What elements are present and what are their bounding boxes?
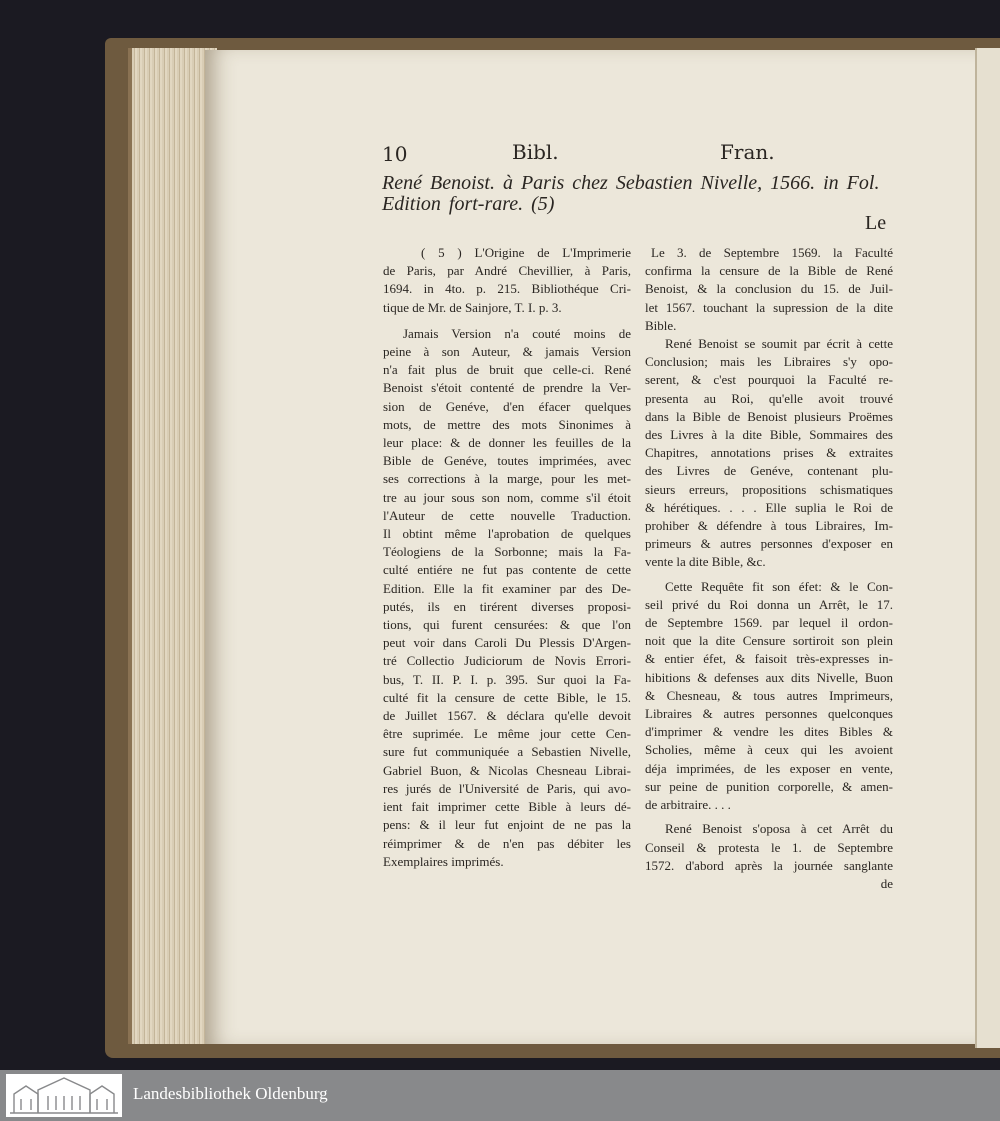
right-column-line: de Septembre 1569. par lequel il ordon- (645, 615, 893, 631)
left-column-line: putés, ils en tirérent diverses proposi- (383, 598, 631, 614)
left-column-line: Bible de Genéve, toutes imprimées, avec (383, 453, 631, 469)
left-column-line: Téologiens de la Sorbonne; mais la Fa- (383, 544, 631, 560)
left-column-line: peine à son Auteur, & jamais Version (383, 344, 631, 360)
title-line-2: Edition fort-rare. (5) (382, 193, 555, 215)
left-column-line: leur place: & de donner les feuilles de la (383, 435, 631, 451)
right-column-line: Chapitres, annotations prises & extraites (645, 445, 893, 461)
right-column-line: Le 3. de Septembre 1569. la Faculté (651, 245, 893, 260)
left-column-line: 1694. in 4to. p. 215. Bibliothéque Cri- (383, 281, 631, 297)
left-column-line: tré Collectio Judiciorum de Novis Errori- (383, 653, 631, 669)
right-column-line: Cette Requête fit son éfet: & le Con- (665, 578, 893, 594)
right-column-line: sur peine de punition corporelle, & amen- (645, 778, 893, 794)
left-column-line: Exemplaires imprimés. (383, 853, 504, 869)
left-column-line: ses corrections à la marge, pour les met- (383, 471, 631, 487)
page-edges (128, 48, 217, 1044)
left-column-line: Benoist s'étoit contenté de prendre la Ver- (383, 380, 631, 396)
right-column-line: Scholies, même à ceux qui les avoient (645, 742, 893, 758)
left-column-line: peut voir dans Caroli Du Plessis D'Argen- (383, 635, 631, 651)
right-column-line: de arbitraire. . . . (645, 797, 731, 813)
right-column-line: Libraires & autres personnes quelconques (645, 706, 893, 722)
left-column-line: tre au jour sous son nom, comme s'il étoit (383, 489, 631, 505)
book-page (205, 50, 975, 1044)
left-column-line: Il obtint même l'aprobation de quelques (383, 526, 631, 542)
library-building-icon (6, 1074, 122, 1117)
right-column-line: Conseil & protesta le 1. de Septembre (645, 839, 893, 855)
left-column-line: ient fait imprimer cette Bible à leurs dé- (383, 799, 631, 815)
running-header-right: Fran. (720, 140, 775, 164)
left-column-line: Jamais Version n'a couté moins de (403, 325, 631, 341)
right-column-line: sieurs erreurs, propositions schismatiques (645, 481, 893, 497)
left-column-line: de Juillet 1567. & déclara qu'elle devoit (383, 708, 631, 724)
right-column-line: let 1567. touchant la supression de la dite (645, 299, 893, 315)
left-column-line: ( 5 ) L'Origine de L'Imprimerie (421, 245, 631, 260)
right-column-line: René Benoist s'oposa à cet Arrêt du (665, 821, 893, 837)
right-column-line: 1572. d'abord après la journée sanglante (645, 857, 893, 873)
left-column-line: res jurés de l'Université de Paris, qui avo- (383, 780, 631, 796)
right-column-line: seil privé du Roi donna un Arrêt, le 17. (645, 596, 893, 612)
running-header-center: Bibl. (512, 140, 559, 164)
right-column-line: & hérétiques. . . . Elle suplia le Roi de (645, 499, 893, 515)
right-column-line: des Livres de Genéve, contenant plu- (645, 463, 893, 479)
right-column-line: déja imprimées, de les exposer en vente, (645, 760, 893, 776)
right-column-line: Bible. (645, 317, 677, 333)
left-column-line: culté fit la censure de cette Bible, le 15. (383, 689, 631, 705)
left-column-line: être suprimée. Le même jour cette Cen- (383, 726, 631, 742)
left-column-line: n'a fait plus de bruit que celle-ci. René (383, 362, 631, 378)
right-column-line: presenta au Roi, qu'elle avoit trouvé (645, 390, 893, 406)
right-column-line: de (880, 875, 893, 891)
left-column-line: mots, de mettre des mots Sinonimes à (383, 416, 631, 432)
right-column-line: d'imprimer & vendre les dites Bibles & (645, 724, 893, 740)
right-column-line: confirma la censure de la Bible de René (645, 263, 893, 279)
left-column-line: réimprimer & de n'en pas débiter les (383, 835, 631, 851)
right-column (645, 244, 893, 893)
left-column-line: sure fut communiquée a Sebastien Nivelle, (383, 744, 631, 760)
left-column-line: culté entiére ne fut pas contente de cette (383, 562, 631, 578)
left-column-line: l'Auteur de cette nouvelle Traduction. (383, 507, 631, 523)
right-column-line: & Chesneau, & tous autres Imprimeurs, (645, 687, 893, 703)
right-column-line: dans la Bible de Benoist plusieurs Proëmes (645, 408, 893, 424)
right-column-line: primeurs & autres personnes d'exposer en (645, 536, 893, 552)
left-column-line: pens: & il leur fut enjoint de ne pas la (383, 817, 631, 833)
right-column-line: des Livres à la dite Bible, Sommaires des (645, 427, 893, 443)
library-name: Landesbibliothek Oldenburg (133, 1084, 328, 1103)
footer-bar (0, 1070, 1000, 1121)
left-column-line: sion de Genéve, d'en éfacer quelques (383, 398, 631, 414)
right-column-line: vente la dite Bible, &c. (645, 554, 766, 570)
catchword-top: Le (865, 212, 887, 234)
right-column-line: René Benoist se soumit par écrit à cette (665, 336, 893, 352)
right-column-line: Conclusion; mais les Libraires s'y opo- (645, 354, 893, 370)
title-line-1: René Benoist. à Paris chez Sebastien Nivelle, 1566. in Fol. (382, 172, 880, 194)
left-column (383, 244, 631, 871)
left-column-line: Gabriel Buon, & Nicolas Chesneau Librai- (383, 762, 631, 778)
left-column-line: tique de Mr. de Sainjore, T. I. p. 3. (383, 299, 562, 315)
left-column-line: Edition. Elle la fit examiner par des De- (383, 580, 631, 596)
page-number: 10 (382, 142, 408, 166)
left-column-line: de Paris, par André Chevillier, à Paris, (383, 263, 631, 279)
right-column-line: serent, & c'est pourquoi la Faculté re- (645, 372, 893, 388)
right-column-line: & entier éfet, & faisoit très-expresses in- (645, 651, 893, 667)
right-column-line: Benoist, & la conclusion du 15. de Juil- (645, 281, 893, 297)
right-column-line: hibitions & defenses aux dits Nivelle, Buon (645, 669, 893, 685)
right-column-line: noit que la dite Censure sortiroit son plein (645, 633, 893, 649)
right-column-line: prohiber & défendre à tous Libraires, Im- (645, 518, 893, 534)
left-column-line: bus, T. II. P. I. p. 395. Sur quoi la Fa- (383, 671, 631, 687)
left-column-line: tions, qui furent censurées: & que l'on (383, 617, 631, 633)
next-page-edge (975, 48, 1000, 1048)
